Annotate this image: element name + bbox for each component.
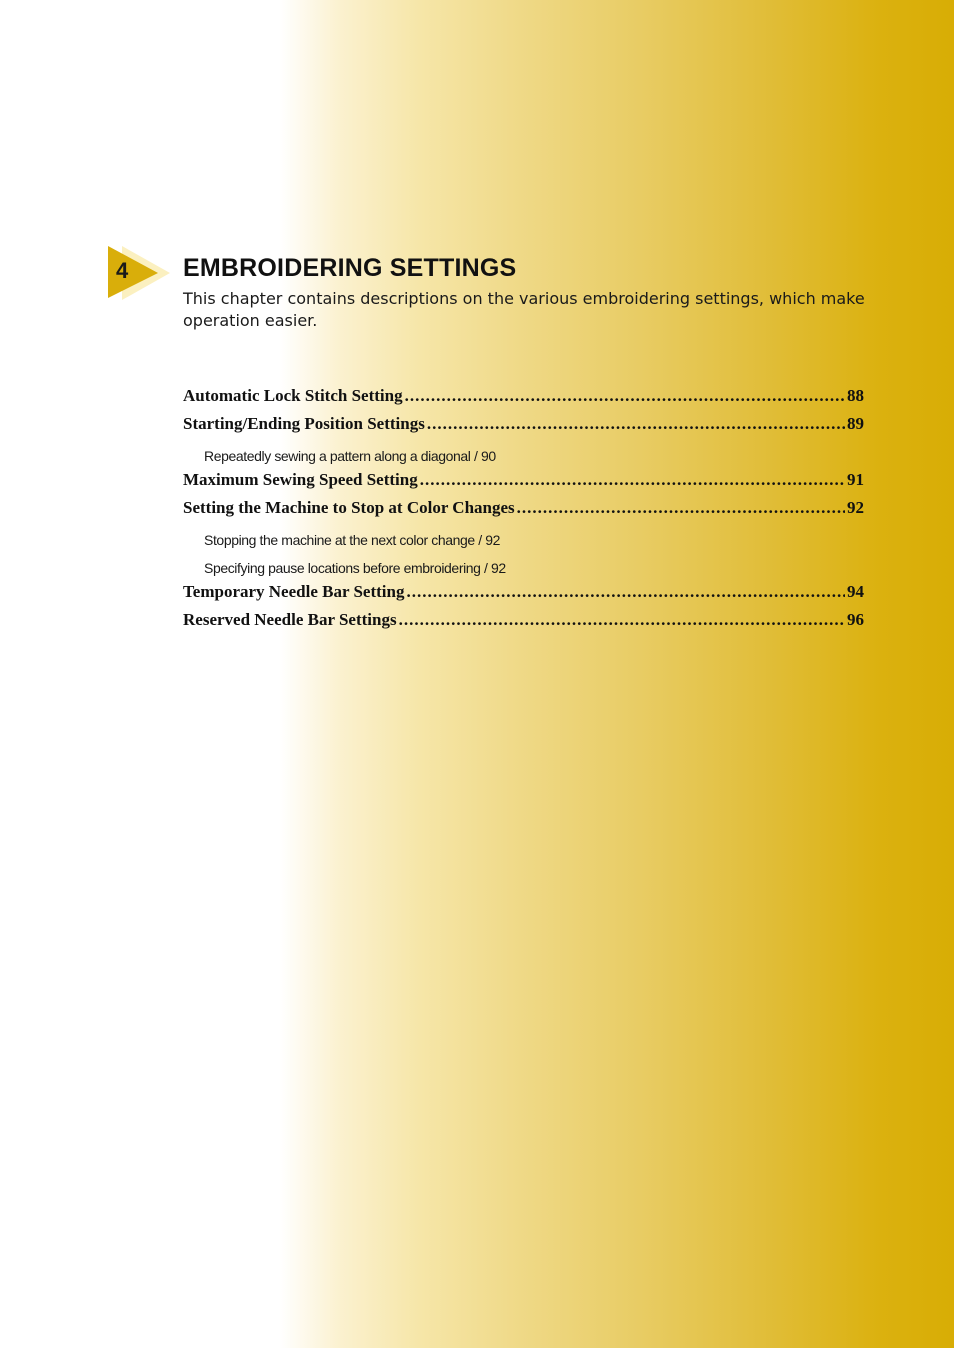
toc-entry-page: 91 (847, 470, 864, 489)
toc-entry-starting-ending-position[interactable] (183, 414, 864, 442)
toc-entry-title: Setting the Machine to Stop at Color Changes (183, 498, 515, 517)
table-of-contents (183, 386, 864, 638)
chapter-marker (108, 246, 178, 300)
dot-leader (405, 386, 845, 406)
chapter-description: This chapter contains descriptions on the various embroidering settings, which make operation easier. (183, 289, 865, 330)
dot-leader (427, 414, 845, 434)
toc-entry-title: Temporary Needle Bar Setting (183, 582, 405, 601)
dot-leader (420, 470, 845, 490)
toc-entry-title: Automatic Lock Stitch Setting (183, 386, 403, 405)
dot-leader (406, 582, 845, 602)
toc-subentry-pause-locations[interactable]: Specifying pause locations before embroidering / 92 (204, 560, 506, 576)
toc-subentry-next-color-change[interactable]: Stopping the machine at the next color change / 92 (204, 532, 500, 548)
chapter-number: 4 (116, 258, 129, 283)
toc-entry-title: Starting/Ending Position Settings (183, 414, 425, 433)
toc-entry-page: 88 (847, 386, 864, 405)
toc-entry-page: 94 (847, 582, 864, 601)
toc-entry-temporary-needle-bar[interactable] (183, 582, 864, 610)
toc-entry-reserved-needle-bar[interactable] (183, 610, 864, 638)
toc-entry-page: 96 (847, 610, 864, 629)
dot-leader (517, 498, 845, 518)
toc-entry-automatic-lock-stitch[interactable] (183, 386, 864, 414)
toc-entry-title: Maximum Sewing Speed Setting (183, 470, 418, 489)
toc-entry-page: 89 (847, 414, 864, 433)
chapter-title: EMBROIDERING SETTINGS (183, 254, 517, 282)
toc-entry-title: Reserved Needle Bar Settings (183, 610, 397, 629)
toc-subentry-diagonal-sewing[interactable]: Repeatedly sewing a pattern along a diagonal / 90 (204, 448, 496, 464)
dot-leader (399, 610, 845, 630)
toc-entry-stop-at-color-changes[interactable] (183, 498, 864, 526)
toc-entry-maximum-sewing-speed[interactable] (183, 470, 864, 498)
toc-entry-page: 92 (847, 498, 864, 517)
